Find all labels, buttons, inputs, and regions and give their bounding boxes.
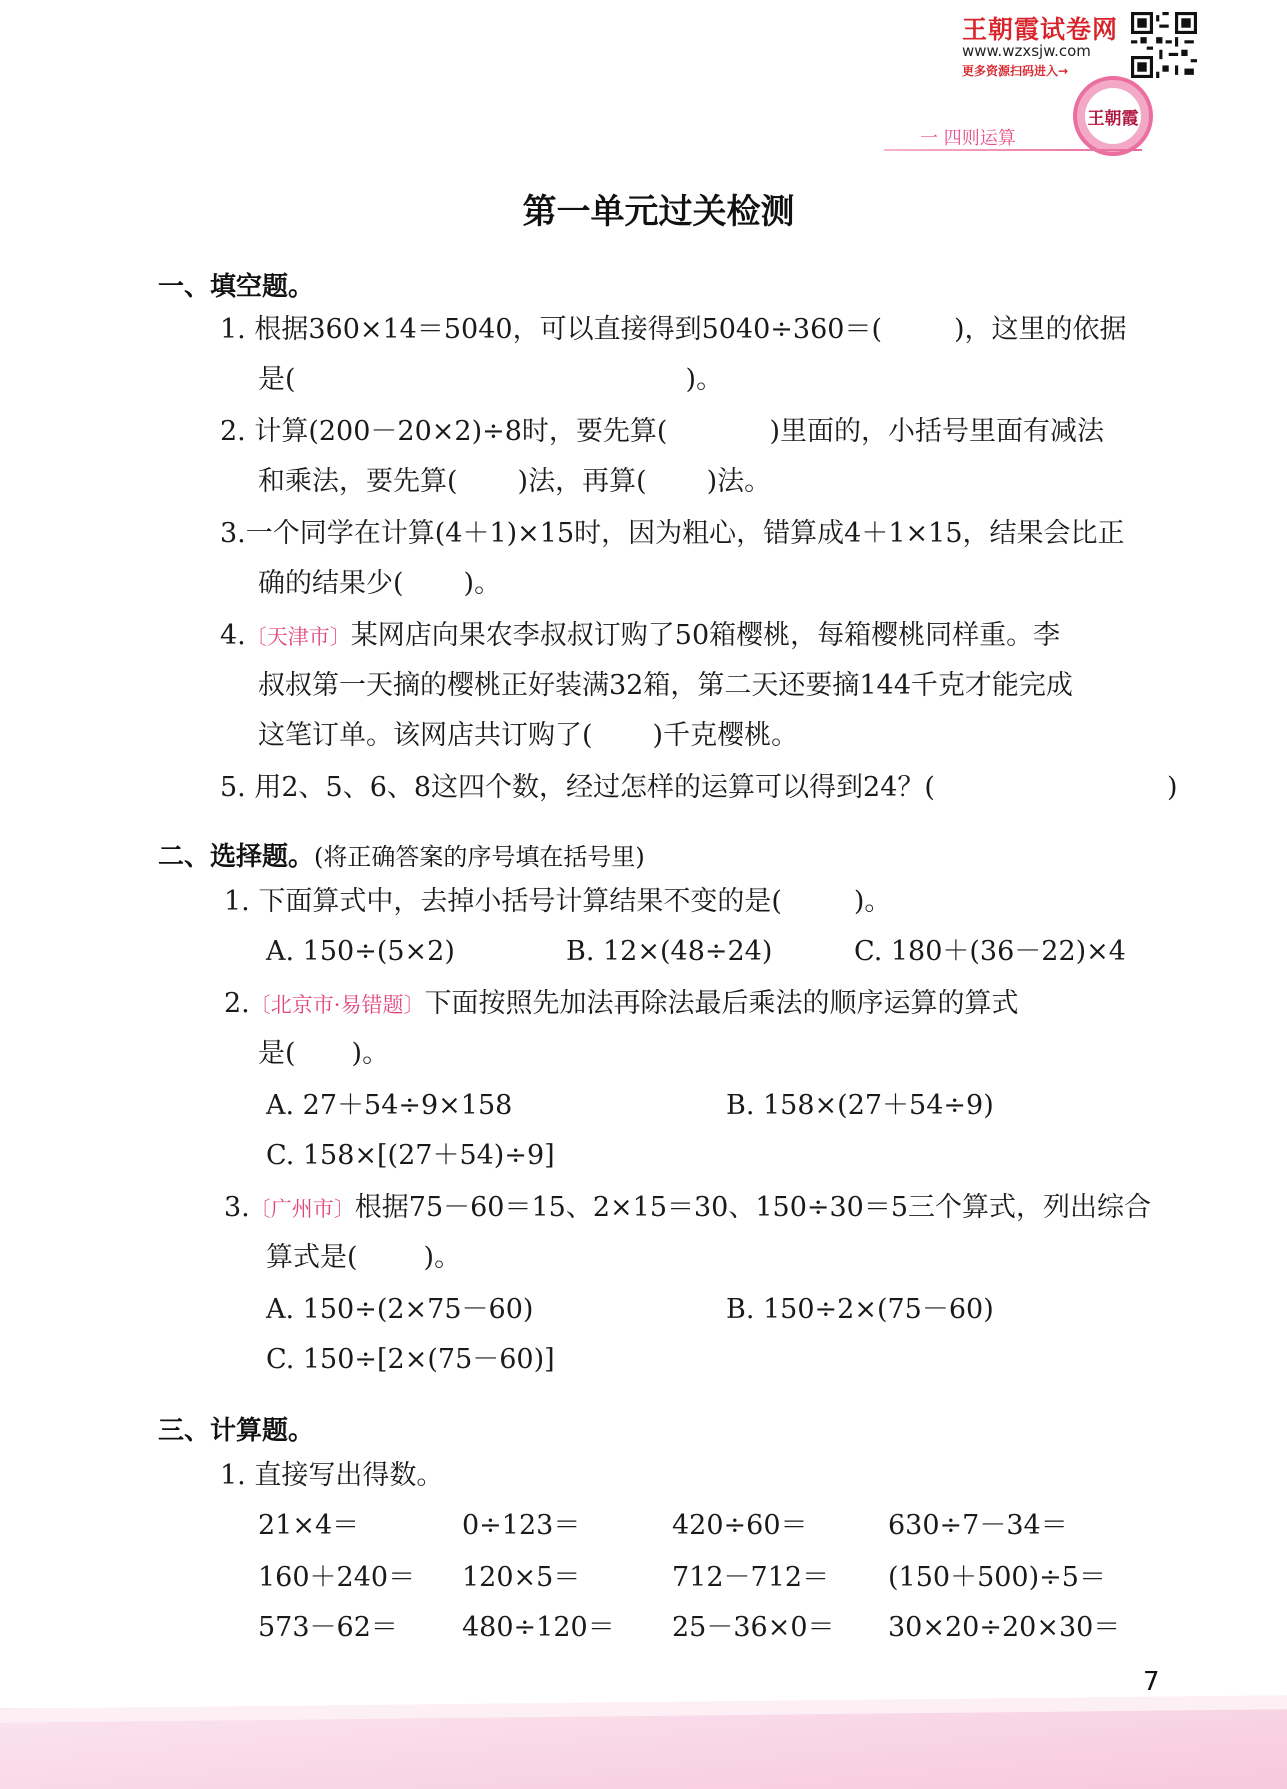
question-1-4-line-3: 这笔订单。该网店共订购了( )千克樱桃。 xyxy=(258,720,799,751)
calc-item: 30×20÷20×30＝ xyxy=(888,1612,1121,1643)
question-1-3-line-2: 确的结果少( )。 xyxy=(258,568,502,599)
section-heading-fill-blank: 一、填空题。 xyxy=(158,272,315,302)
question-1-2-line-2: 和乘法，要先算( )法，再算( )法。 xyxy=(258,466,772,497)
brand-logo-text: 王朝霞 xyxy=(1085,88,1141,144)
question-1-3-line-1: 3.一个同学在计算(4＋1)×15时，因为粗心，错算成4＋1×15，结果会比正 xyxy=(220,518,1125,549)
question-1-4-line-1: 4.〔天津市〕某网店向果农李叔叔订购了50箱樱桃，每箱樱桃同样重。李 xyxy=(220,620,1061,651)
calc-item: 712－712＝ xyxy=(672,1562,830,1593)
question-1-1-line-1: 1. 根据360×14＝5040，可以直接得到5040÷360＝( )，这里的依据 xyxy=(220,314,1127,345)
page-number: 7 xyxy=(1143,1667,1160,1697)
question-source-tag: 〔广州市〕 xyxy=(249,1197,355,1221)
section-heading-note: (将正确答案的序号填在括号里) xyxy=(314,843,645,871)
question-2-2-line-1: 2.〔北京市·易错题〕下面按照先加法再除法最后乘法的顺序运算的算式 xyxy=(224,988,1019,1019)
question-3-1: 1. 直接写出得数。 xyxy=(220,1460,444,1491)
question-2-2-option-c: C. 158×[(27＋54)÷9] xyxy=(266,1140,555,1171)
calc-item: 21×4＝ xyxy=(258,1510,360,1541)
page-title: 第一单元过关检测 xyxy=(522,192,795,232)
question-2-2-option-b: B. 158×(27＋54÷9) xyxy=(726,1090,994,1121)
question-1-4-line-2: 叔叔第一天摘的樱桃正好装满32箱，第二天还要摘144千克才能完成 xyxy=(258,670,1073,701)
question-source-tag: 〔天津市〕 xyxy=(245,625,351,649)
question-2-3-option-c: C. 150÷[2×(75－60)] xyxy=(266,1344,555,1375)
question-2-2-line-2: 是( )。 xyxy=(258,1038,390,1069)
question-2-3-line-1: 3.〔广州市〕根据75－60＝15、2×15＝30、150÷30＝5三个算式，列出综合 xyxy=(224,1192,1152,1223)
calc-item: (150＋500)÷5＝ xyxy=(888,1562,1106,1593)
brand-hint: 更多资源扫码进入→ xyxy=(962,64,1069,78)
brand-name: 王朝霞试卷网 xyxy=(962,15,1119,44)
calc-item: 120×5＝ xyxy=(462,1562,581,1593)
question-1-1-line-2: 是( )。 xyxy=(258,364,724,395)
question-2-1-option-a: A. 150÷(5×2) xyxy=(266,936,455,967)
footer-band xyxy=(0,1708,1287,1789)
calc-item: 573－62＝ xyxy=(258,1612,398,1643)
question-2-1: 1. 下面算式中，去掉小括号计算结果不变的是( )。 xyxy=(224,886,892,917)
section-tag-underline xyxy=(884,149,1142,151)
calc-item: 630÷7－34＝ xyxy=(888,1510,1068,1541)
section-tag: 一 四则运算 xyxy=(920,128,1016,149)
qr-code-icon[interactable] xyxy=(1131,12,1197,78)
calc-item: 25－36×0＝ xyxy=(672,1612,835,1643)
question-2-1-option-c: C. 180＋(36－22)×4 xyxy=(854,936,1126,967)
calc-item: 0÷123＝ xyxy=(462,1510,581,1541)
question-1-2-line-1: 2. 计算(200－20×2)÷8时，要先算( )里面的，小括号里面有减法 xyxy=(220,416,1104,447)
question-1-5-line-1: 5. 用2、5、6、8这四个数，经过怎样的运算可以得到24？( ) xyxy=(220,772,1178,803)
question-source-tag: 〔北京市·易错题〕 xyxy=(249,993,425,1017)
brand-logo xyxy=(1073,76,1153,156)
section-heading-calculation: 三、计算题。 xyxy=(158,1416,315,1446)
calc-item: 160＋240＝ xyxy=(258,1562,416,1593)
question-2-2-option-a: A. 27＋54÷9×158 xyxy=(266,1090,513,1121)
calc-item: 480÷120＝ xyxy=(462,1612,615,1643)
question-2-3-option-b: B. 150÷2×(75－60) xyxy=(726,1294,994,1325)
section-heading-choice: 二、选择题。(将正确答案的序号填在括号里) xyxy=(158,842,645,872)
question-2-3-line-2: 算式是( )。 xyxy=(266,1242,462,1273)
brand-url[interactable]: www.wzxsjw.com xyxy=(962,42,1091,60)
question-2-3-option-a: A. 150÷(2×75－60) xyxy=(266,1294,534,1325)
question-2-1-option-b: B. 12×(48÷24) xyxy=(566,936,773,967)
calc-item: 420÷60＝ xyxy=(672,1510,808,1541)
